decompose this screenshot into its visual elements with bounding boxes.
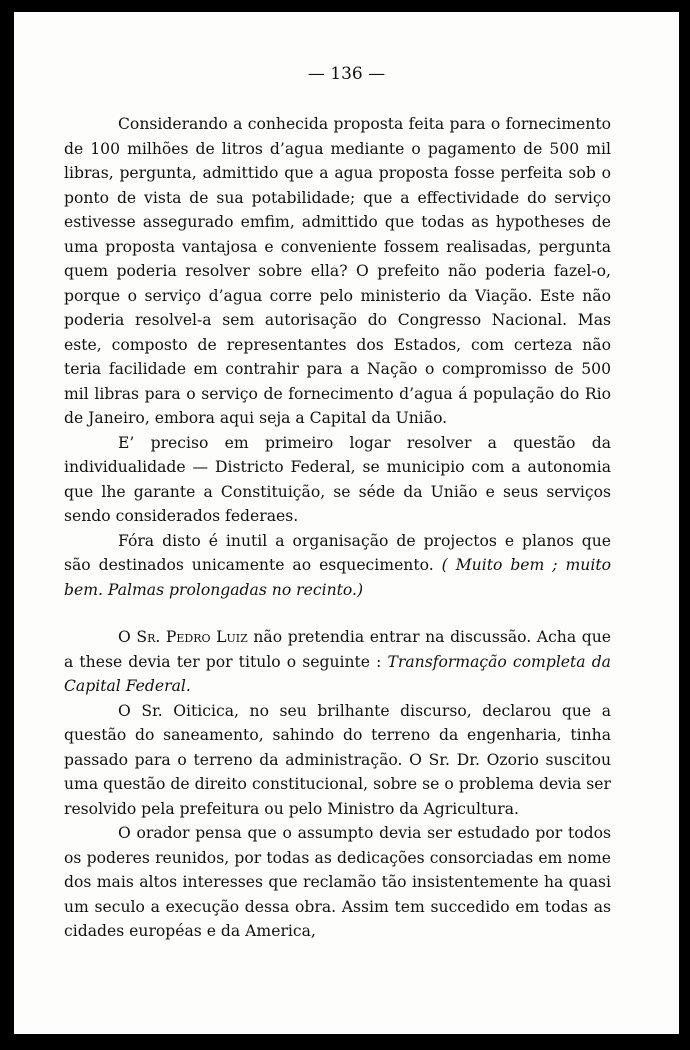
page-number: — 136 — [307,64,386,84]
paragraph: E’ preciso em primeiro logar resolver a questão da individualidade — Districto Federal, se municipio com a autonomia que lhe garante a Constituição, se séde da União e seus serviços sendo considerados federaes. [64,433,611,525]
paragraph-text: não pretendia entrar na discussão. Acha que a these devia ter por titulo o seguinte : [64,628,611,671]
applause-note: ( Muito bem ; muito bem. Palmas prolongadas no recinto.) [64,556,611,599]
paragraph [64,625,611,699]
speaker-name: O Sr. Pedro Luiz [118,628,248,646]
paragraph: Considerando a conhecida proposta feita para o fornecimento de 100 milhões de litros d’agua mediante o pagamento de 500 mil libras, pergunta, admittido que a agua proposta fosse perfeita sob o ponto de vista de sua potabilidade; que a effectividade do serviço estivesse assegurado emfim, admittido que todas as hypotheses de uma proposta vantajosa e conveniente fossem realisadas, pergunta quem poderia resolver sobre ella? O prefeito não poderia fazel-o, porque o serviço d’agua corre pelo ministerio da Viação. Este não poderia resolvel-a sem autorisação do Congresso Nacional. Mas este, composto de representantes dos Estados, com certeza não teria facilidade em contrahir para a Nação o compromisso de 500 mil libras para o serviço de fornecimento d’agua á população do Rio de Janeiro, embora aqui seja a Capital da União. [64,115,611,427]
book-page [14,12,679,1034]
paragraph [64,529,611,603]
paragraph-text: Fóra disto é inutil a organisação de projectos e planos que são destinados unicamente ao esquecimento. [64,531,611,574]
paragraph: O Sr. Oiticica, no seu brilhante discurso, declarou que a questão do saneamento, sahindo do terreno da engenharia, tinha passado para o terreno da administração. O Sr. Dr. Ozorio suscitou uma questão de direito constitucional, sobre se o problema devia ser resolvido pela prefeitura ou pelo Ministro da Agricultura. [64,701,611,818]
proposed-title: Transformação completa da Capital Federal. [64,652,611,695]
body-text [64,112,611,944]
paragraph: O orador pensa que o assumpto devia ser estudado por todos os poderes reunidos, por todas as dedicações consorciadas em nome dos mais altos interesses que reclamão tão insistentemente ha quasi um seculo a execução dessa obra. Assim tem succedido em todas as cidades européas e da America, [64,824,611,940]
